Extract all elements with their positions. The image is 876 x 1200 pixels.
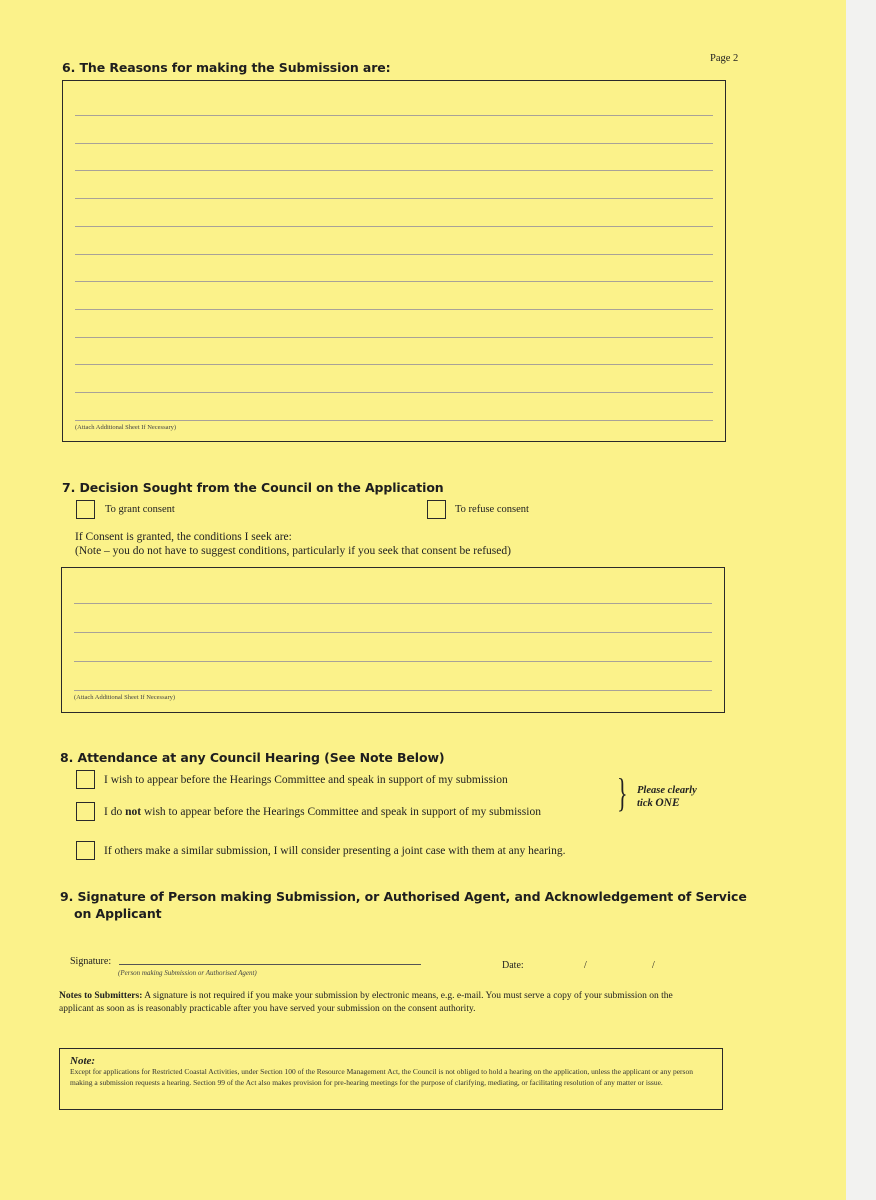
section9-heading-cont: on Applicant [74, 906, 162, 921]
signature-line[interactable] [119, 964, 421, 965]
attach-note: (Attach Additional Sheet If Necessary) [74, 694, 176, 701]
date-separator: / [584, 960, 587, 971]
writing-line [75, 226, 713, 227]
writing-line [75, 143, 713, 144]
writing-line [74, 690, 712, 691]
writing-line [75, 281, 713, 282]
grant-consent-label: To grant consent [105, 504, 175, 515]
note-text: Except for applications for Restricted Coastal Activities, under Section 100 of the Resource Management Act, the Council is not obliged to hold a hearing on the application, unless the applicant or any person making a submission requests a hearing. Section 99 of the Act also makes provision for pre-hearing meetings for the purpose of clarifying, mediating, or facilitating resolution of any matter or issue. [70, 1067, 693, 1087]
writing-line [75, 392, 713, 393]
joint-case-checkbox[interactable] [76, 841, 95, 860]
grant-consent-checkbox[interactable] [76, 500, 95, 519]
writing-line [75, 309, 713, 310]
date-label: Date: [502, 960, 524, 971]
writing-line [75, 420, 713, 421]
page-number: Page 2 [710, 53, 739, 64]
writing-line [75, 364, 713, 365]
refuse-consent-checkbox[interactable] [427, 500, 446, 519]
writing-line [75, 198, 713, 199]
writing-line [75, 170, 713, 171]
note-box [59, 1048, 723, 1110]
appear-label: I wish to appear before the Hearings Committee and speak in support of my submission [104, 774, 508, 786]
conditions-note: (Note – you do not have to suggest conditions, particularly if you seek that consent be refused) [75, 545, 511, 557]
section9-heading: 9. Signature of Person making Submission, or Authorised Agent, and Acknowledgement of Service [60, 889, 747, 904]
not-appear-checkbox[interactable] [76, 802, 95, 821]
joint-case-label: If others make a similar submission, I will consider presenting a joint case with them at any hearing. [104, 845, 566, 857]
writing-line [74, 603, 712, 604]
tick-one-instruction: Please clearly tick ONE [637, 785, 697, 809]
brace-icon: } [617, 770, 628, 815]
signature-caption: (Person making Submission or Authorised Agent) [118, 969, 257, 977]
section8-heading: 8. Attendance at any Council Hearing (See Note Below) [60, 750, 445, 765]
date-separator: / [652, 960, 655, 971]
conditions-intro: If Consent is granted, the conditions I seek are: [75, 531, 292, 543]
writing-line [74, 661, 712, 662]
conditions-textarea[interactable] [61, 567, 725, 713]
refuse-consent-label: To refuse consent [455, 504, 529, 515]
writing-line [74, 632, 712, 633]
notes-to-submitters: Notes to Submitters: A signature is not required if you make your submission by electronic means, e.g. e-mail. You must serve a copy of your submission on the applicant as soon as is reasonably practicable after you have served your submission on the consent authority. [59, 991, 673, 1014]
signature-label: Signature: [70, 956, 112, 967]
reasons-textarea[interactable] [62, 80, 726, 442]
writing-line [75, 337, 713, 338]
attach-note: (Attach Additional Sheet If Necessary) [75, 424, 177, 431]
not-appear-label: I do not wish to appear before the Hearings Committee and speak in support of my submission [104, 806, 541, 818]
scan-edge [846, 0, 876, 1200]
note-title: Note: [70, 1055, 96, 1067]
appear-checkbox[interactable] [76, 770, 95, 789]
writing-line [75, 115, 713, 116]
section6-heading: 6. The Reasons for making the Submission are: [62, 60, 391, 75]
section7-heading: 7. Decision Sought from the Council on the Application [62, 480, 444, 495]
writing-line [75, 254, 713, 255]
